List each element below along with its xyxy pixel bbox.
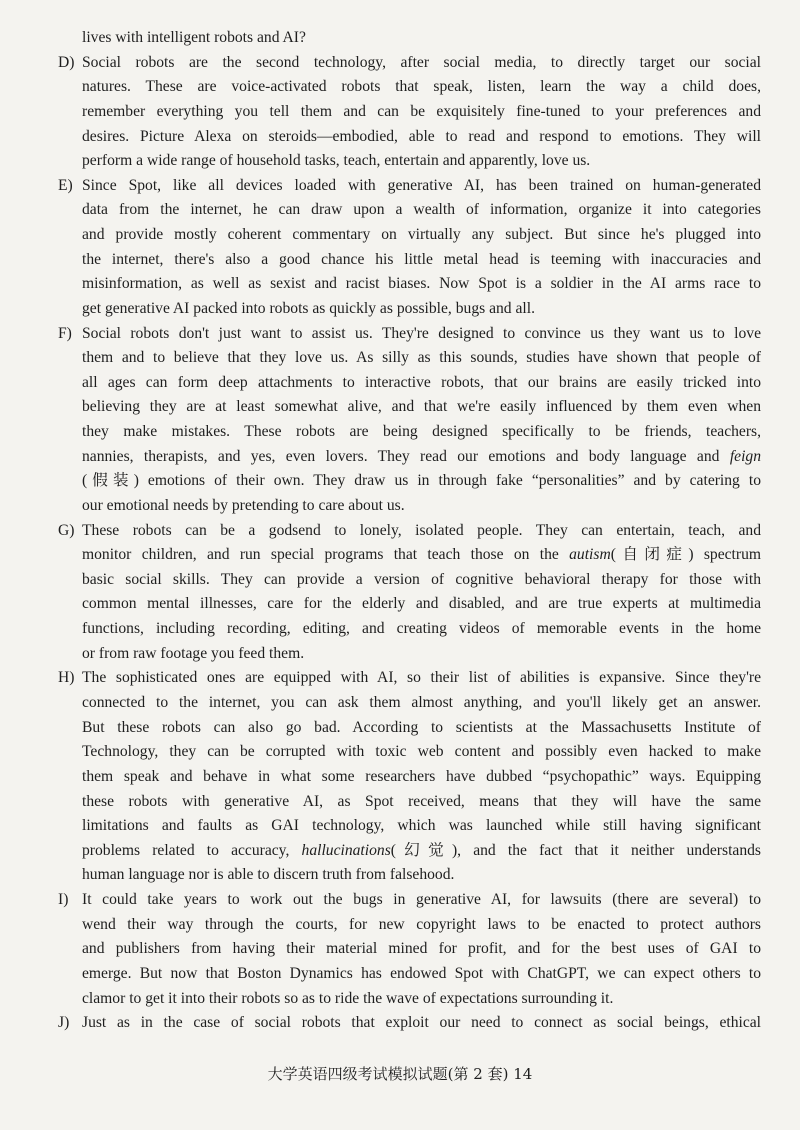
text-line: Just as in the case of social robots that exploit our need to connect as social beings, ethical xyxy=(82,1014,761,1032)
paragraph-label: I) xyxy=(58,891,69,909)
paragraph-label: D) xyxy=(58,53,75,71)
text-line: (假装) emotions of their own. They draw us in through fake “personalities” and by catering to xyxy=(82,472,761,490)
text-line: data from the internet, he can draw upon a wealth of information, organize it into categories xyxy=(82,201,761,219)
text-line: Technology, they can be corrupted with toxic web content and possibly even hacked to make xyxy=(82,743,761,761)
text-line: The sophisticated ones are equipped with AI, so their list of abilities is expansive. Since they're xyxy=(82,669,761,687)
text-line: misinformation, as well as sexist and racist biases. Now Spot is a soldier in the AI arms race to xyxy=(82,275,761,293)
text-line: all ages can form deep attachments to interactive robots, that our brains are easily tricked into xyxy=(82,373,761,391)
text-line: and provide mostly coherent commentary on virtually any subject. But since he's plugged into xyxy=(82,226,761,244)
page-footer: 大学英语四级考试模拟试题(第 2 套) 14 xyxy=(267,1065,533,1083)
text-line: our emotional needs by pretending to care about us. xyxy=(82,496,405,514)
text-line: Since Spot, like all devices loaded with generative AI, has been trained on human-generated xyxy=(82,176,761,194)
text-line: functions, including recording, editing, and creating videos of memorable events in the home xyxy=(82,620,761,638)
text-line: believing they are at least somewhat alive, and that we're easily influenced by them even when xyxy=(82,398,761,416)
text-line: basic social skills. They can provide a version of cognitive behavioral therapy for those with xyxy=(82,570,761,588)
text-line: and publishers from having their material mined for profit, and for the best uses of GAI to xyxy=(82,940,761,958)
text-line: common mental illnesses, care for the elderly and disabled, and are true experts at multimedia xyxy=(82,595,761,613)
text-line: problems related to accuracy, hallucinations(幻觉), and the fact that it neither understands xyxy=(82,841,761,859)
text-line: natures. These are voice-activated robots that speak, listen, learn the way a child does, xyxy=(82,78,761,96)
paragraph-label: H) xyxy=(58,669,75,687)
text-line: These robots can be a godsend to lonely, isolated people. They can entertain, teach, and xyxy=(82,521,761,539)
text-line: remember everything you tell them and can be exquisitely fine-tuned to your preferences and xyxy=(82,102,761,120)
text-line: these robots with generative AI, as Spot received, means that they will have the same xyxy=(82,792,761,810)
text-line: limitations and faults as GAI technology, which was launched while still having significant xyxy=(82,817,761,835)
text-line: nannies, therapists, and yes, even lovers. They read our emotions and body language and feign xyxy=(82,447,761,465)
text-line: perform a wide range of household tasks, teach, entertain and apparently, love us. xyxy=(82,152,591,170)
text-line: monitor children, and run special programs that teach those on the autism(自闭症) spectrum xyxy=(82,546,761,564)
text-line: get generative AI packed into robots as quickly as possible, bugs and all. xyxy=(82,299,535,317)
text-line: lives with intelligent robots and AI? xyxy=(82,29,306,46)
text-line: emerge. But now that Boston Dynamics has endowed Spot with ChatGPT, we can expect others to xyxy=(82,964,761,982)
text-line: Social robots don't just want to assist us. They're designed to convince us they want us to love xyxy=(82,324,761,342)
paragraph-label: G) xyxy=(58,521,75,539)
text-line: connected to the internet, you can ask them almost anything, and you'll likely get an answer. xyxy=(82,694,761,711)
paragraph-label: F) xyxy=(58,324,72,342)
text-line: desires. Picture Alexa on steroids—embodied, able to read and respond to emotions. They will xyxy=(82,127,761,145)
text-line: It could take years to work out the bugs in generative AI, for lawsuits (there are several) to xyxy=(82,891,761,909)
text-line: or from raw footage you feed them. xyxy=(82,644,305,662)
text-line: human language nor is able to discern truth from falsehood. xyxy=(82,866,455,884)
text-line: the internet, there's also a good chance his little metal head is teeming with inaccuracies and xyxy=(82,250,761,268)
text-line: they make mistakes. These robots are being designed specifically to be friends, teachers, xyxy=(82,423,761,441)
text-line: But these robots can also go bad. According to scientists at the Massachusetts Institute of xyxy=(82,718,761,736)
text-line: them and to believe that they love us. As silly as this sounds, studies have shown that people of xyxy=(82,349,761,367)
text-line: them speak and behave in what some researchers have dubbed “psychopathic” ways. Equipping xyxy=(82,767,761,785)
paragraph-label: J) xyxy=(58,1014,70,1032)
paragraph-label: E) xyxy=(58,176,73,194)
text-line: clamor to get it into their robots so as to ride the wave of expectations surrounding it. xyxy=(82,989,614,1007)
text-line: wend their way through the courts, for new copyright laws to be enacted to protect authors xyxy=(82,915,761,933)
text-line: Social robots are the second technology, after social media, to directly target our social xyxy=(82,53,761,71)
